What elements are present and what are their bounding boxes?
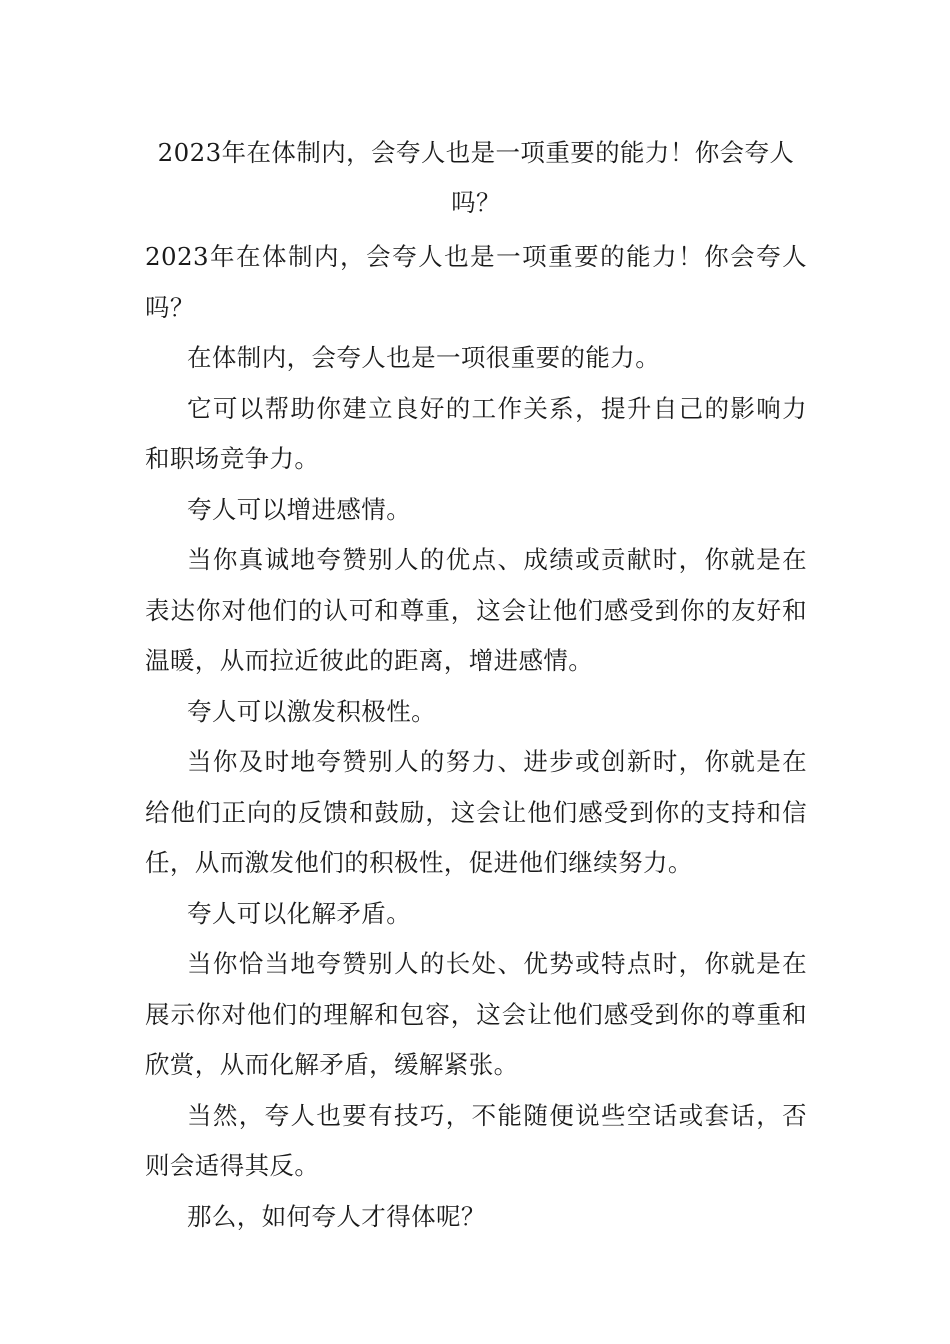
paragraph: 当然，夸人也要有技巧，不能随便说些空话或套话，否则会适得其反。 bbox=[145, 1100, 807, 1180]
paragraph: 当你及时地夸赞别人的努力、进步或创新时，你就是在给他们正向的反馈和鼓励，这会让他们感受到你的支持和信任，从而激发他们的积极性，促进他们继续努力。 bbox=[145, 747, 807, 877]
document-body bbox=[145, 128, 807, 1242]
paragraph: 当你真诚地夸赞别人的优点、成绩或贡献时，你就是在表达你对他们的认可和尊重，这会让他们感受到你的友好和温暖，从而拉近彼此的距离，增进感情。 bbox=[145, 545, 807, 675]
paragraph: 那么，如何夸人才得体呢？ bbox=[187, 1201, 486, 1231]
section-heading: 夸人可以化解矛盾。 bbox=[187, 898, 412, 928]
paragraph: 当你恰当地夸赞别人的长处、优势或特点时，你就是在展示你对他们的理解和包容，这会让他们感受到你的尊重和欣赏，从而化解矛盾，缓解紧张。 bbox=[145, 949, 807, 1079]
document-subtitle: 2023年在体制内，会夸人也是一项重要的能力！你会夸人吗？ bbox=[145, 242, 807, 322]
paragraph: 它可以帮助你建立良好的工作关系，提升自己的影响力和职场竞争力。 bbox=[145, 393, 807, 473]
section-heading: 夸人可以激发积极性。 bbox=[187, 696, 436, 726]
paragraph: 在体制内，会夸人也是一项很重要的能力。 bbox=[187, 343, 661, 372]
document-title: 2023年在体制内，会夸人也是一项重要的能力！你会夸人吗？ bbox=[157, 138, 795, 217]
section-heading: 夸人可以增进感情。 bbox=[187, 494, 412, 524]
